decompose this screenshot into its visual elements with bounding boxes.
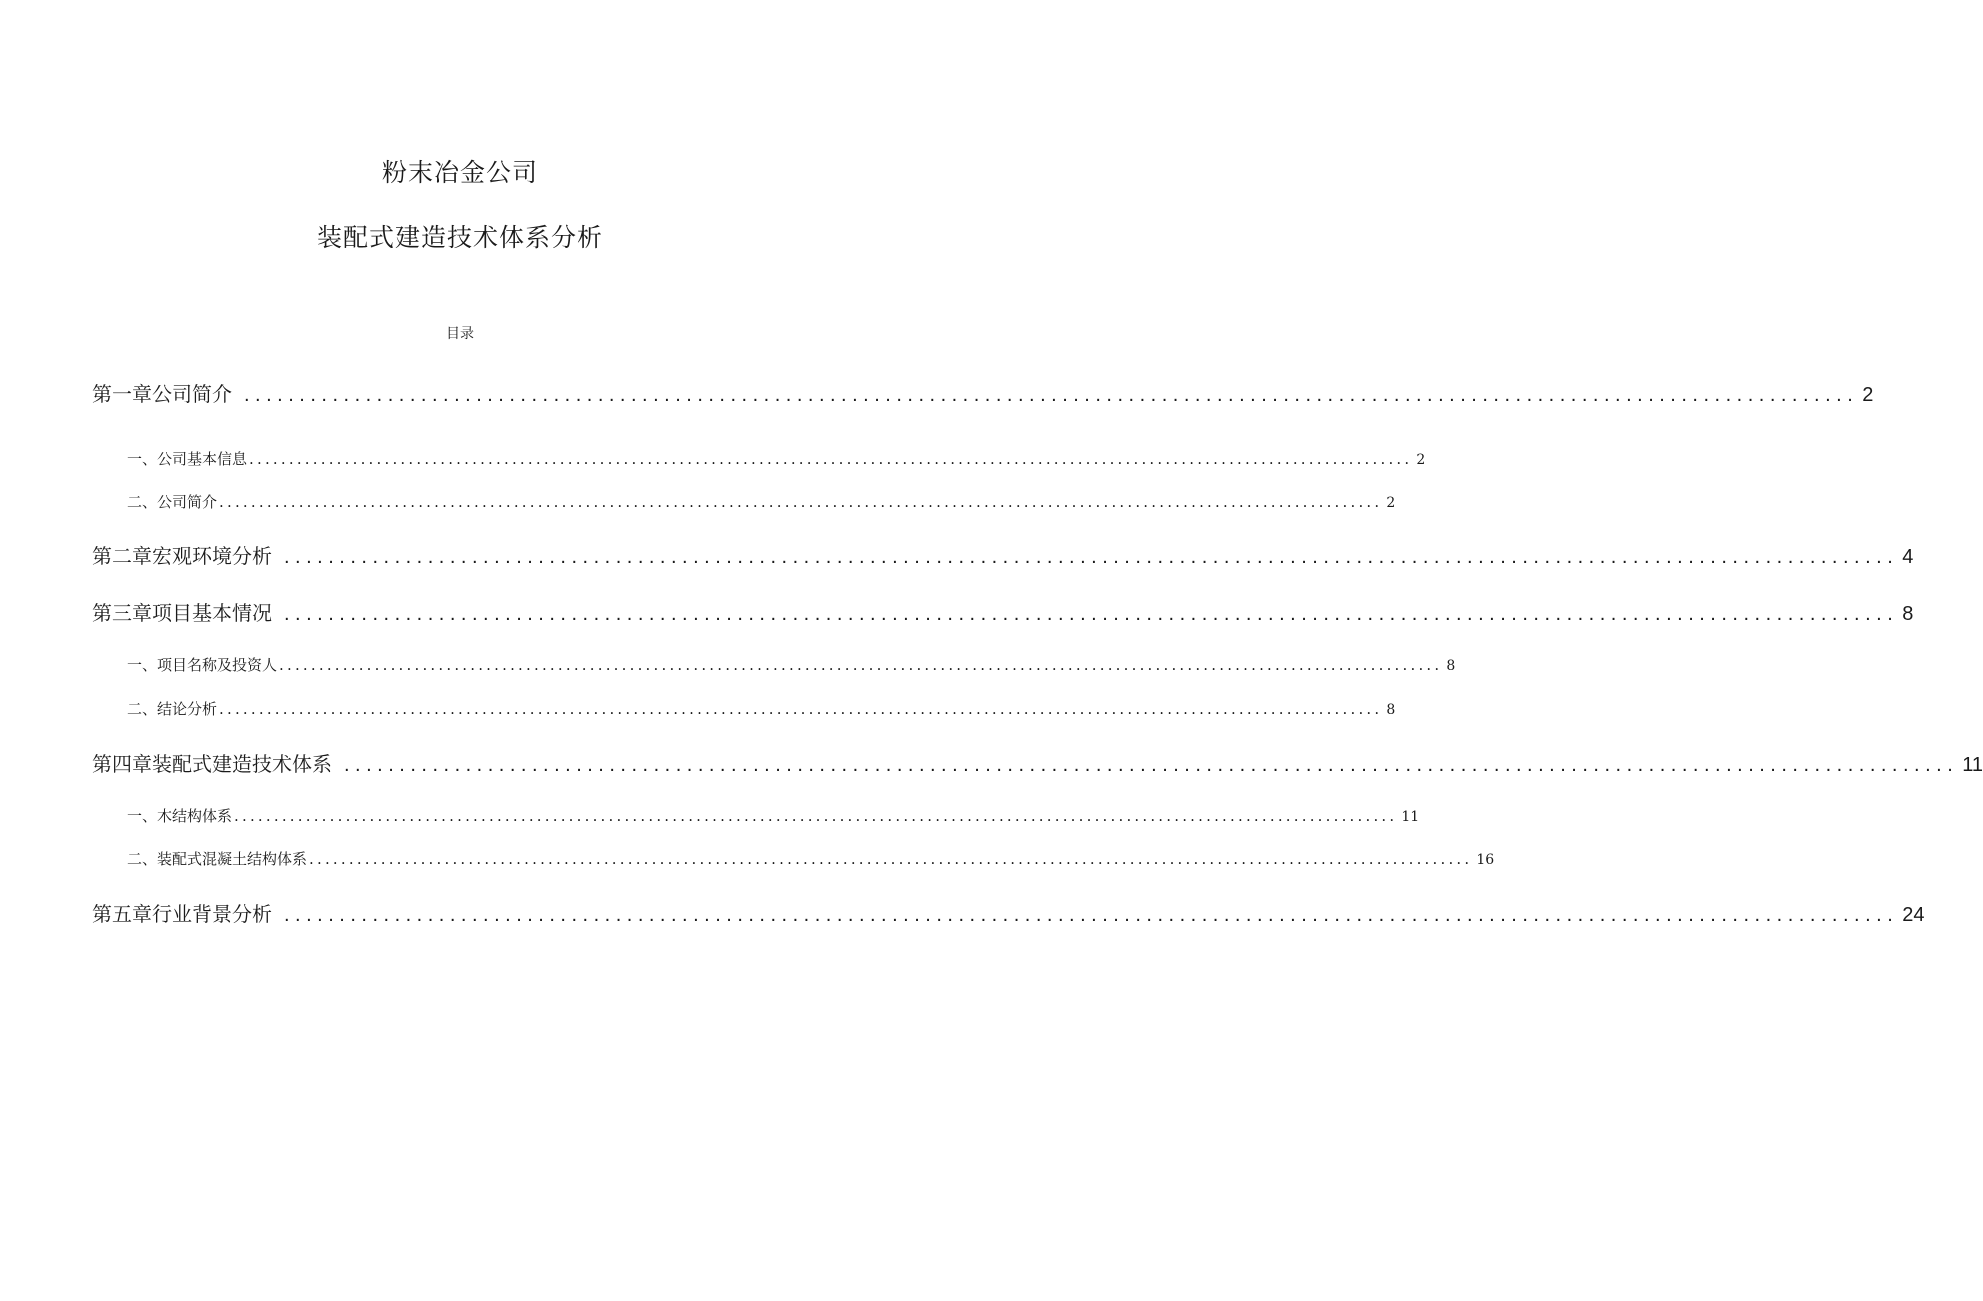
toc-entry-chapter-1[interactable] bbox=[92, 378, 1874, 407]
toc-entry-page: 24 bbox=[1902, 904, 1925, 926]
toc-entry-label: 一、项目名称及投资人 bbox=[127, 656, 278, 674]
toc-entry-page: 2 bbox=[1416, 452, 1426, 468]
toc-dot-leader: .................................................................................................................................................. bbox=[344, 754, 1959, 776]
toc-dot-leader: .................................................................................................................................................. bbox=[284, 904, 1899, 926]
toc-entry-section-1-1[interactable] bbox=[127, 448, 1426, 469]
document-title: 粉末冶金公司 bbox=[381, 158, 538, 187]
toc-entry-label: 第五章行业背景分析 bbox=[92, 902, 272, 926]
toc-entry-page: 11 bbox=[1401, 809, 1420, 825]
toc-entry-page: 8 bbox=[1446, 658, 1456, 674]
toc-entry-page: 8 bbox=[1386, 702, 1396, 718]
toc-dot-leader: .................................................................................................................................................. bbox=[249, 450, 1413, 468]
toc-entry-section-4-2[interactable] bbox=[127, 848, 1495, 869]
toc-entry-label: 第一章公司简介 bbox=[92, 382, 232, 406]
toc-entry-section-3-1[interactable] bbox=[127, 654, 1456, 675]
toc-entry-label: 一、木结构体系 bbox=[127, 807, 233, 825]
toc-entry-label: 第四章装配式建造技术体系 bbox=[92, 752, 332, 776]
toc-entry-section-3-2[interactable] bbox=[127, 698, 1396, 719]
toc-entry-label: 第二章宏观环境分析 bbox=[92, 544, 272, 568]
toc-entry-label: 二、装配式混凝土结构体系 bbox=[127, 850, 308, 868]
toc-dot-leader: .................................................................................................................................................. bbox=[234, 807, 1398, 825]
toc-entry-page: 8 bbox=[1902, 603, 1914, 625]
toc-dot-leader: .................................................................................................................................................. bbox=[284, 603, 1899, 625]
toc-entry-chapter-5[interactable] bbox=[92, 898, 1925, 927]
toc-dot-leader: .................................................................................................................................................. bbox=[279, 656, 1443, 674]
toc-entry-chapter-3[interactable] bbox=[92, 597, 1914, 626]
toc-dot-leader: .................................................................................................................................................. bbox=[309, 850, 1473, 868]
toc-entry-page: 11 bbox=[1962, 754, 1983, 776]
toc-entry-section-4-1[interactable] bbox=[127, 805, 1420, 826]
document-subtitle: 装配式建造技术体系分析 bbox=[316, 223, 603, 252]
toc-dot-leader: .................................................................................................................................................. bbox=[244, 384, 1859, 406]
toc-entry-label: 二、结论分析 bbox=[127, 700, 218, 718]
toc-dot-leader: .................................................................................................................................................. bbox=[284, 546, 1899, 568]
toc-entry-label: 二、公司简介 bbox=[127, 493, 218, 511]
toc-entry-label: 第三章项目基本情况 bbox=[92, 601, 272, 625]
toc-entry-section-1-2[interactable] bbox=[127, 491, 1396, 512]
toc-entry-page: 4 bbox=[1902, 546, 1914, 568]
toc-entry-label: 一、公司基本信息 bbox=[127, 450, 248, 468]
toc-entry-chapter-2[interactable] bbox=[92, 540, 1914, 569]
toc-entry-chapter-4[interactable] bbox=[92, 748, 1983, 777]
toc-entry-page: 2 bbox=[1386, 495, 1396, 511]
toc-entry-page: 16 bbox=[1476, 852, 1495, 868]
toc-dot-leader: .................................................................................................................................................. bbox=[219, 493, 1383, 511]
toc-heading: 目录 bbox=[446, 326, 474, 342]
toc-dot-leader: .................................................................................................................................................. bbox=[219, 700, 1383, 718]
toc-entry-page: 2 bbox=[1862, 384, 1874, 406]
